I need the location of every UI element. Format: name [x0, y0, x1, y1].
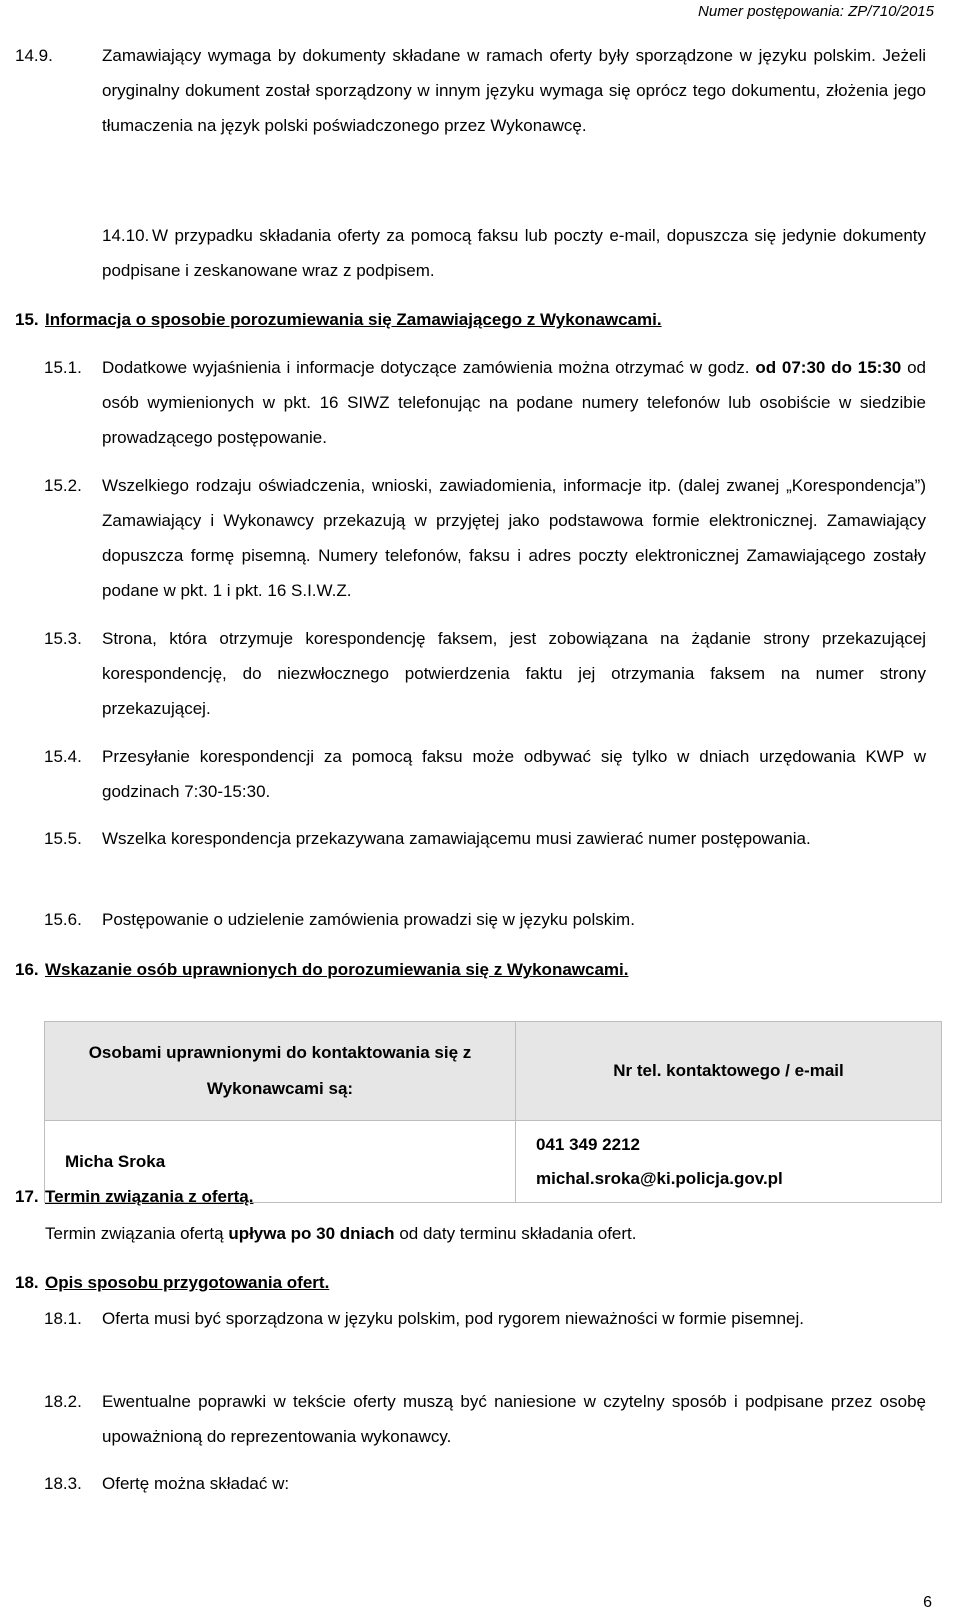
section-title-18: Opis sposobu przygotowania ofert.: [45, 1273, 330, 1292]
paragraph-15-1-hours: od 07:30 do 15:30: [755, 358, 902, 377]
section-number-15-4: 15.4.: [44, 747, 82, 766]
paragraph-15-5: [102, 821, 926, 856]
contact-phone: 041 349 2212: [536, 1134, 640, 1154]
paragraph-14-10-text: W przypadku składania oferty za pomocą faksu lub poczty e-mail, dopuszcza się jedynie dokumenty podpisane i zeskanowane wraz z podpisem.: [102, 226, 926, 280]
section-number-15: 15.: [15, 310, 39, 329]
paragraph-18-3-text: Ofertę można składać w:: [102, 1474, 290, 1493]
contacts-table: [44, 1021, 942, 1203]
paragraph-17-deadline: upływa po 30 dniach: [228, 1224, 395, 1243]
paragraph-15-6: [102, 902, 926, 937]
contact-email: michal.sroka@ki.policja.gov.pl: [536, 1168, 783, 1188]
section-number-14-10: 14.10.: [102, 226, 150, 245]
paragraph-18-3: [102, 1466, 926, 1501]
section-number-14-9: 14.9.: [15, 46, 53, 65]
contacts-header-persons-label: Osobami uprawnionymi do kontaktowania się z Wykonawcami są:: [88, 1043, 472, 1098]
paragraph-15-4-text: Przesyłanie korespondencji za pomocą faksu może odbywać się tylko w dniach urzędowania KWP w godzinach 7:30-15:30.: [102, 747, 926, 801]
contact-details: [516, 1121, 942, 1203]
paragraph-15-2-text: Wszelkiego rodzaju oświadczenia, wnioski, zawiadomienia, informacje itp. (dalej zwanej „Korespondencja”) Zamawiający i Wykonawcy przekazują w przyjętej jako podstawowa formie elektronicznej. Zamawiający dopuszcza formę pisemną. Numery telefonów, faksu i adres poczty elektronicznej Zamawiającego zostały podane w pkt. 1 i pkt. 16 S.I.W.Z.: [102, 476, 926, 600]
section-number-15-1: 15.1.: [44, 358, 82, 377]
paragraph-15-1-text-b: od osób wymienionych w pkt. 16 SIWZ telefonując na podane numery telefonów lub osobiście w siedzibie prowadzącego postępowanie.: [102, 358, 926, 447]
section-number-18-1: 18.1.: [44, 1309, 82, 1328]
paragraph-18-1: [102, 1301, 926, 1336]
section-number-18-3: 18.3.: [44, 1474, 82, 1493]
contact-name: Micha Sroka: [45, 1121, 516, 1203]
section-number-18-2: 18.2.: [44, 1392, 82, 1411]
page-number: 6: [923, 1594, 932, 1611]
section-number-16: 16.: [15, 960, 39, 979]
section-number-15-3: 15.3.: [44, 629, 82, 648]
paragraph-15-3: [102, 621, 926, 726]
paragraph-15-1-text-a: Dodatkowe wyjaśnienia i informacje dotyczące zamówienia można otrzymać w godz.: [102, 358, 750, 377]
section-number-18: 18.: [15, 1273, 39, 1292]
paragraph-15-4: [102, 739, 926, 809]
paragraph-15-2: [102, 468, 926, 608]
paragraph-17-text-b: od daty terminu składania ofert.: [399, 1224, 637, 1243]
section-number-15-2: 15.2.: [44, 476, 82, 495]
paragraph-17: [45, 1216, 925, 1251]
paragraph-18-1-text: Oferta musi być sporządzona w języku polskim, pod rygorem nieważności w formie pisemnej.: [102, 1309, 804, 1328]
contacts-header-phone-label: Nr tel. kontaktowego / e-mail: [613, 1061, 844, 1080]
section-title-16: Wskazanie osób uprawnionych do porozumiewania się z Wykonawcami.: [45, 960, 629, 979]
section-title-17: Termin związania z ofertą.: [45, 1187, 254, 1206]
procedure-number-header: Numer postępowania: ZP/710/2015: [698, 3, 934, 20]
contacts-table-header-persons: [45, 1022, 516, 1121]
paragraph-17-text-a: Termin związania ofertą: [45, 1224, 224, 1243]
paragraph-14-10: [102, 218, 926, 288]
paragraph-14-9: [102, 38, 926, 143]
paragraph-15-5-text: Wszelka korespondencja przekazywana zamawiającemu musi zawierać numer postępowania.: [102, 829, 811, 848]
paragraph-14-9-text: Zamawiający wymaga by dokumenty składane w ramach oferty były sporządzone w języku polskim. Jeżeli oryginalny dokument został sporządzony w innym języku wymaga się oprócz tego dokumentu, złożenia jego tłumaczenia na język polski poświadczonego przez Wykonawcę.: [102, 46, 926, 135]
section-number-15-5: 15.5.: [44, 829, 82, 848]
paragraph-15-6-text: Postępowanie o udzielenie zamówienia prowadzi się w języku polskim.: [102, 910, 635, 929]
paragraph-15-3-text: Strona, która otrzymuje korespondencję faksem, jest zobowiązana na żądanie strony przekazującej korespondencję, do niezwłocznego potwierdzenia faktu jej otrzymania faksem na numer strony przekazującej.: [102, 629, 926, 718]
paragraph-18-2: [102, 1384, 926, 1454]
paragraph-15-1: [102, 350, 926, 455]
contacts-table-header-row: [45, 1022, 942, 1121]
section-number-15-6: 15.6.: [44, 910, 82, 929]
contacts-table-header-phone-email: [516, 1022, 942, 1121]
paragraph-18-2-text: Ewentualne poprawki w tekście oferty muszą być naniesione w czytelny sposób i podpisane przez osobę upoważnioną do reprezentowania wykonawcy.: [102, 1392, 926, 1446]
section-title-15: Informacja o sposobie porozumiewania się Zamawiającego z Wykonawcami.: [45, 310, 662, 329]
section-number-17: 17.: [15, 1187, 39, 1206]
